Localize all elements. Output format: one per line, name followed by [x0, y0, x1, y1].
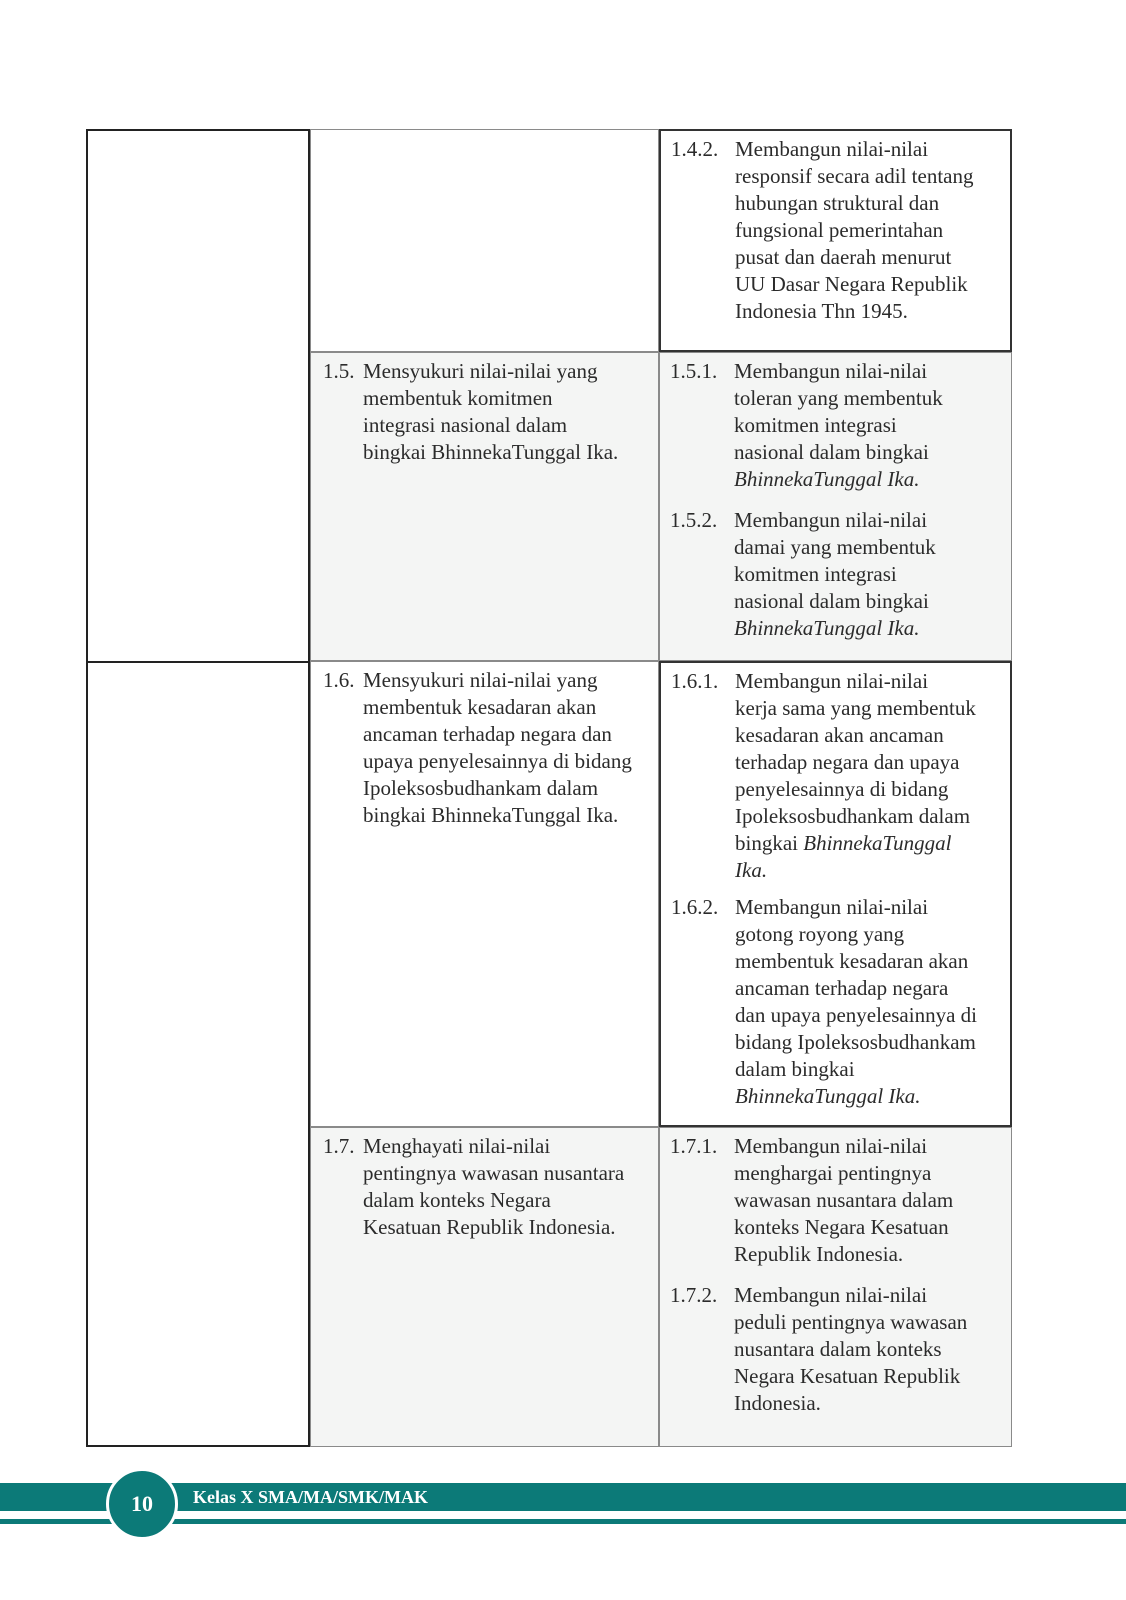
item-number: 1.5.: [323, 359, 355, 383]
item-number: 1.6.2.: [671, 895, 719, 919]
middle-cell-empty: [310, 129, 659, 352]
left-column-box-2: [86, 661, 310, 1447]
item-number: 1.7.2.: [670, 1283, 718, 1307]
italic-phrase: BhinnekaTunggal Ika.: [734, 467, 920, 491]
right-cell-1-6: [659, 661, 1012, 1127]
item-text: Menghayati nilai-nilai pentingnya wawasan nusantara dalam konteks Negara Kesatuan Republik Indonesia.: [363, 1134, 625, 1239]
item-text: Mensyukuri nilai-nilai yang membentuk komitmen integrasi nasional dalam bingkai BhinnekaTunggal Ika.: [363, 359, 619, 464]
item-text: Membangun nilai-nilai menghargai pentingnya wawasan nusantara dalam konteks Negara Kesatuan Republik Indonesia.: [734, 1134, 954, 1266]
footer-title: Kelas X SMA/MA/SMK/MAK: [193, 1487, 428, 1507]
italic-phrase: BhinnekaTunggal Ika.: [735, 831, 952, 882]
right-cell-1-7: [659, 1127, 1012, 1447]
item-number: 1.5.2.: [670, 508, 718, 532]
item-text: Membangun nilai-nilai damai yang membentuk komitmen integrasi nasional dalam bingkai BhinnekaTunggal Ika.: [734, 508, 936, 640]
item-text: Membangun nilai-nilai toleran yang membentuk komitmen integrasi nasional dalam bingkai BhinnekaTunggal Ika.: [734, 359, 943, 491]
middle-cell-1-5: [310, 352, 659, 661]
item-number: 1.7.1.: [670, 1134, 718, 1158]
middle-cell-1-6: [310, 661, 659, 1127]
middle-cell-1-7: [310, 1127, 659, 1447]
item-number: 1.5.1.: [670, 359, 718, 383]
item-number: 1.7.: [323, 1134, 355, 1158]
item-number: 1.4.2.: [671, 137, 719, 161]
right-cell-1-5: [659, 352, 1012, 661]
item-number: 1.6.: [323, 668, 355, 692]
page-number-badge: 10: [106, 1468, 178, 1540]
italic-phrase: BhinnekaTunggal Ika.: [735, 1084, 921, 1108]
item-text: Membangun nilai-nilai kerja sama yang membentuk kesadaran akan ancaman terhadap negara dan upaya penyelesainnya di bidang Ipoleksosbudhankam dalam bingkai BhinnekaTunggal Ika.: [735, 669, 976, 882]
item-text: Membangun nilai-nilai responsif secara adil tentang hubungan struktural dan fungsional pemerintahan pusat dan daerah menurut UU Dasar Negara Republik Indonesia Thn 1945.: [735, 137, 974, 323]
right-cell-1-4: [659, 129, 1012, 352]
item-number: 1.6.1.: [671, 669, 719, 693]
item-text: Membangun nilai-nilai gotong royong yang membentuk kesadaran akan ancaman terhadap negara dan upaya penyelesainnya di bidang Ipoleksosbudhankam dalam bingkai BhinnekaTunggal Ika.: [735, 895, 977, 1108]
item-text: Membangun nilai-nilai peduli pentingnya wawasan nusantara dalam konteks Negara Kesatuan Republik Indonesia.: [734, 1283, 968, 1415]
item-text: Mensyukuri nilai-nilai yang membentuk kesadaran akan ancaman terhadap negara dan upaya penyelesainnya di bidang Ipoleksosbudhankam dalam bingkai BhinnekaTunggal Ika.: [363, 668, 632, 827]
italic-phrase: BhinnekaTunggal Ika.: [734, 616, 920, 640]
left-column-box-1: [86, 129, 310, 663]
